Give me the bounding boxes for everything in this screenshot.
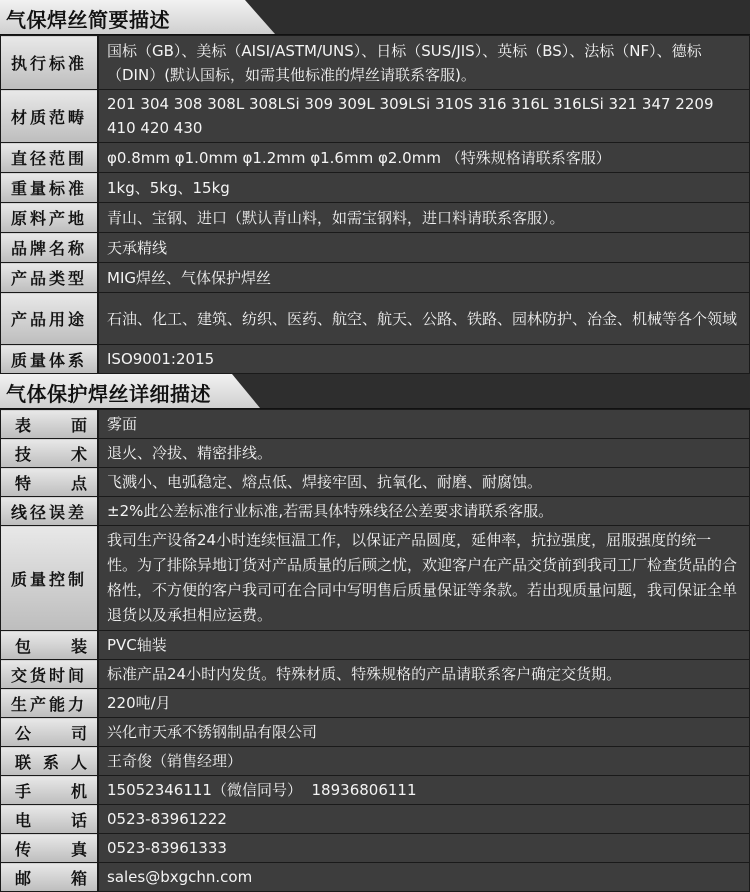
brief-spec-table [0, 35, 750, 374]
table-row [1, 660, 750, 689]
table-row [1, 747, 750, 776]
row-label [1, 747, 99, 776]
table-row [1, 439, 750, 468]
row-label: 材质范畴 [1, 90, 99, 143]
row-label: 产品类型 [1, 263, 99, 293]
row-label: 质量体系 [1, 345, 99, 374]
label-char: 司 [70, 723, 87, 743]
row-label [1, 468, 99, 497]
row-value: 标准产品24小时内发货。特殊材质、特殊规格的产品请联系客户确定交货期。 [98, 660, 750, 689]
label-char: 系 [42, 752, 59, 772]
row-label: 原料产地 [1, 203, 99, 233]
table-row [1, 526, 750, 631]
table-row [1, 293, 750, 345]
row-label: 生产能力 [1, 689, 99, 718]
label-char: 技 [15, 444, 32, 464]
label-char: 表 [15, 415, 32, 435]
row-value: 1kg、5kg、15kg [98, 173, 750, 203]
table-row [1, 410, 750, 439]
label-char: 电 [15, 810, 32, 830]
row-value: 飞溅小、电弧稳定、熔点低、焊接牢固、抗氧化、耐磨、耐腐蚀。 [98, 468, 750, 497]
label-char: 面 [70, 415, 87, 435]
label-char: 公 [15, 723, 32, 743]
label-char: 包 [15, 636, 32, 656]
table-row [1, 36, 750, 90]
row-value: 0523-83961222 [98, 805, 750, 834]
label-char: 装 [70, 636, 87, 656]
row-label [1, 718, 99, 747]
section-header-detail [0, 374, 750, 409]
table-row [1, 173, 750, 203]
row-label: 重量标准 [1, 173, 99, 203]
table-row [1, 143, 750, 173]
row-value: φ0.8mm φ1.0mm φ1.2mm φ1.6mm φ2.0mm （特殊规格请联系客服） [98, 143, 750, 173]
detail-spec-table [0, 409, 750, 892]
row-value: 220吨/月 [98, 689, 750, 718]
table-row [1, 805, 750, 834]
label-char: 邮 [15, 868, 32, 888]
row-label [1, 834, 99, 863]
table-row [1, 834, 750, 863]
table-row [1, 263, 750, 293]
section-title: 气体保护焊丝详细描述 [6, 382, 211, 406]
row-label [1, 863, 99, 892]
row-value: MIG焊丝、气体保护焊丝 [98, 263, 750, 293]
row-label [1, 631, 99, 660]
label-char: 手 [15, 781, 32, 801]
row-value: 退火、冷拔、精密排线。 [98, 439, 750, 468]
row-value: 兴化市天承不锈钢制品有限公司 [98, 718, 750, 747]
table-row [1, 468, 750, 497]
label-char: 真 [70, 839, 87, 859]
label-char: 箱 [70, 868, 87, 888]
row-label [1, 410, 99, 439]
label-char: 特 [15, 473, 32, 493]
row-value: ISO9001:2015 [98, 345, 750, 374]
row-label: 执行标准 [1, 36, 99, 90]
row-value: sales@bxgchn.com [98, 863, 750, 892]
table-row [1, 497, 750, 526]
label-char: 术 [70, 444, 87, 464]
row-value: 青山、宝钢、进口（默认青山料，如需宝钢料，进口料请联系客服）。 [98, 203, 750, 233]
section-title: 气保焊丝简要描述 [6, 8, 170, 32]
table-row [1, 631, 750, 660]
row-value: 国标（GB）、美标（AISI/ASTM/UNS）、日标（SUS/JIS）、英标（BS）、法标（NF）、德标（DIN）(默认国标，如需其他标准的焊丝请联系客服)。 [98, 36, 750, 90]
row-value: 天承精线 [98, 233, 750, 263]
table-row [1, 345, 750, 374]
table-row [1, 233, 750, 263]
table-row [1, 776, 750, 805]
row-value: 王奇俊（销售经理） [98, 747, 750, 776]
row-value: 石油、化工、建筑、纺织、医药、航空、航天、公路、铁路、园林防护、冶金、机械等各个领域 [98, 293, 750, 345]
row-label [1, 805, 99, 834]
section-header-brief [0, 0, 750, 35]
table-row [1, 863, 750, 892]
label-char: 联 [15, 752, 32, 772]
label-char: 人 [70, 752, 87, 772]
table-row [1, 689, 750, 718]
row-label [1, 439, 99, 468]
label-char: 点 [70, 473, 87, 493]
row-label: 品牌名称 [1, 233, 99, 263]
row-label: 交货时间 [1, 660, 99, 689]
row-value: ±2%此公差标准行业标准,若需具体特殊线径公差要求请联系客服。 [98, 497, 750, 526]
row-value: 我司生产设备24小时连续恒温工作，以保证产品圆度，延伸率，抗拉强度，屈服强度的统一性。为了排除异地订货对产品质量的后顾之忧，欢迎客户在产品交货前到我司工厂检查货品的合格性，不方便的客户我司可在合同中写明售后质量保证等条款。若出现质量问题，我司保证全单退货以及承担相应运费。 [98, 526, 750, 631]
table-row [1, 90, 750, 143]
row-value: 雾面 [98, 410, 750, 439]
label-char: 传 [15, 839, 32, 859]
row-label [1, 776, 99, 805]
table-row [1, 718, 750, 747]
row-value: 0523-83961333 [98, 834, 750, 863]
row-value: 201 304 308 308L 308LSi 309 309L 309LSi 310S 316 316L 316LSi 321 347 2209 410 420 430 [98, 90, 750, 143]
label-char: 机 [70, 781, 87, 801]
row-value: 15052346111（微信同号） 18936806111 [98, 776, 750, 805]
row-label: 直径范围 [1, 143, 99, 173]
row-label: 产品用途 [1, 293, 99, 345]
row-label: 质量控制 [1, 526, 99, 631]
table-row [1, 203, 750, 233]
row-label: 线径误差 [1, 497, 99, 526]
label-char: 话 [70, 810, 87, 830]
row-value: PVC轴装 [98, 631, 750, 660]
